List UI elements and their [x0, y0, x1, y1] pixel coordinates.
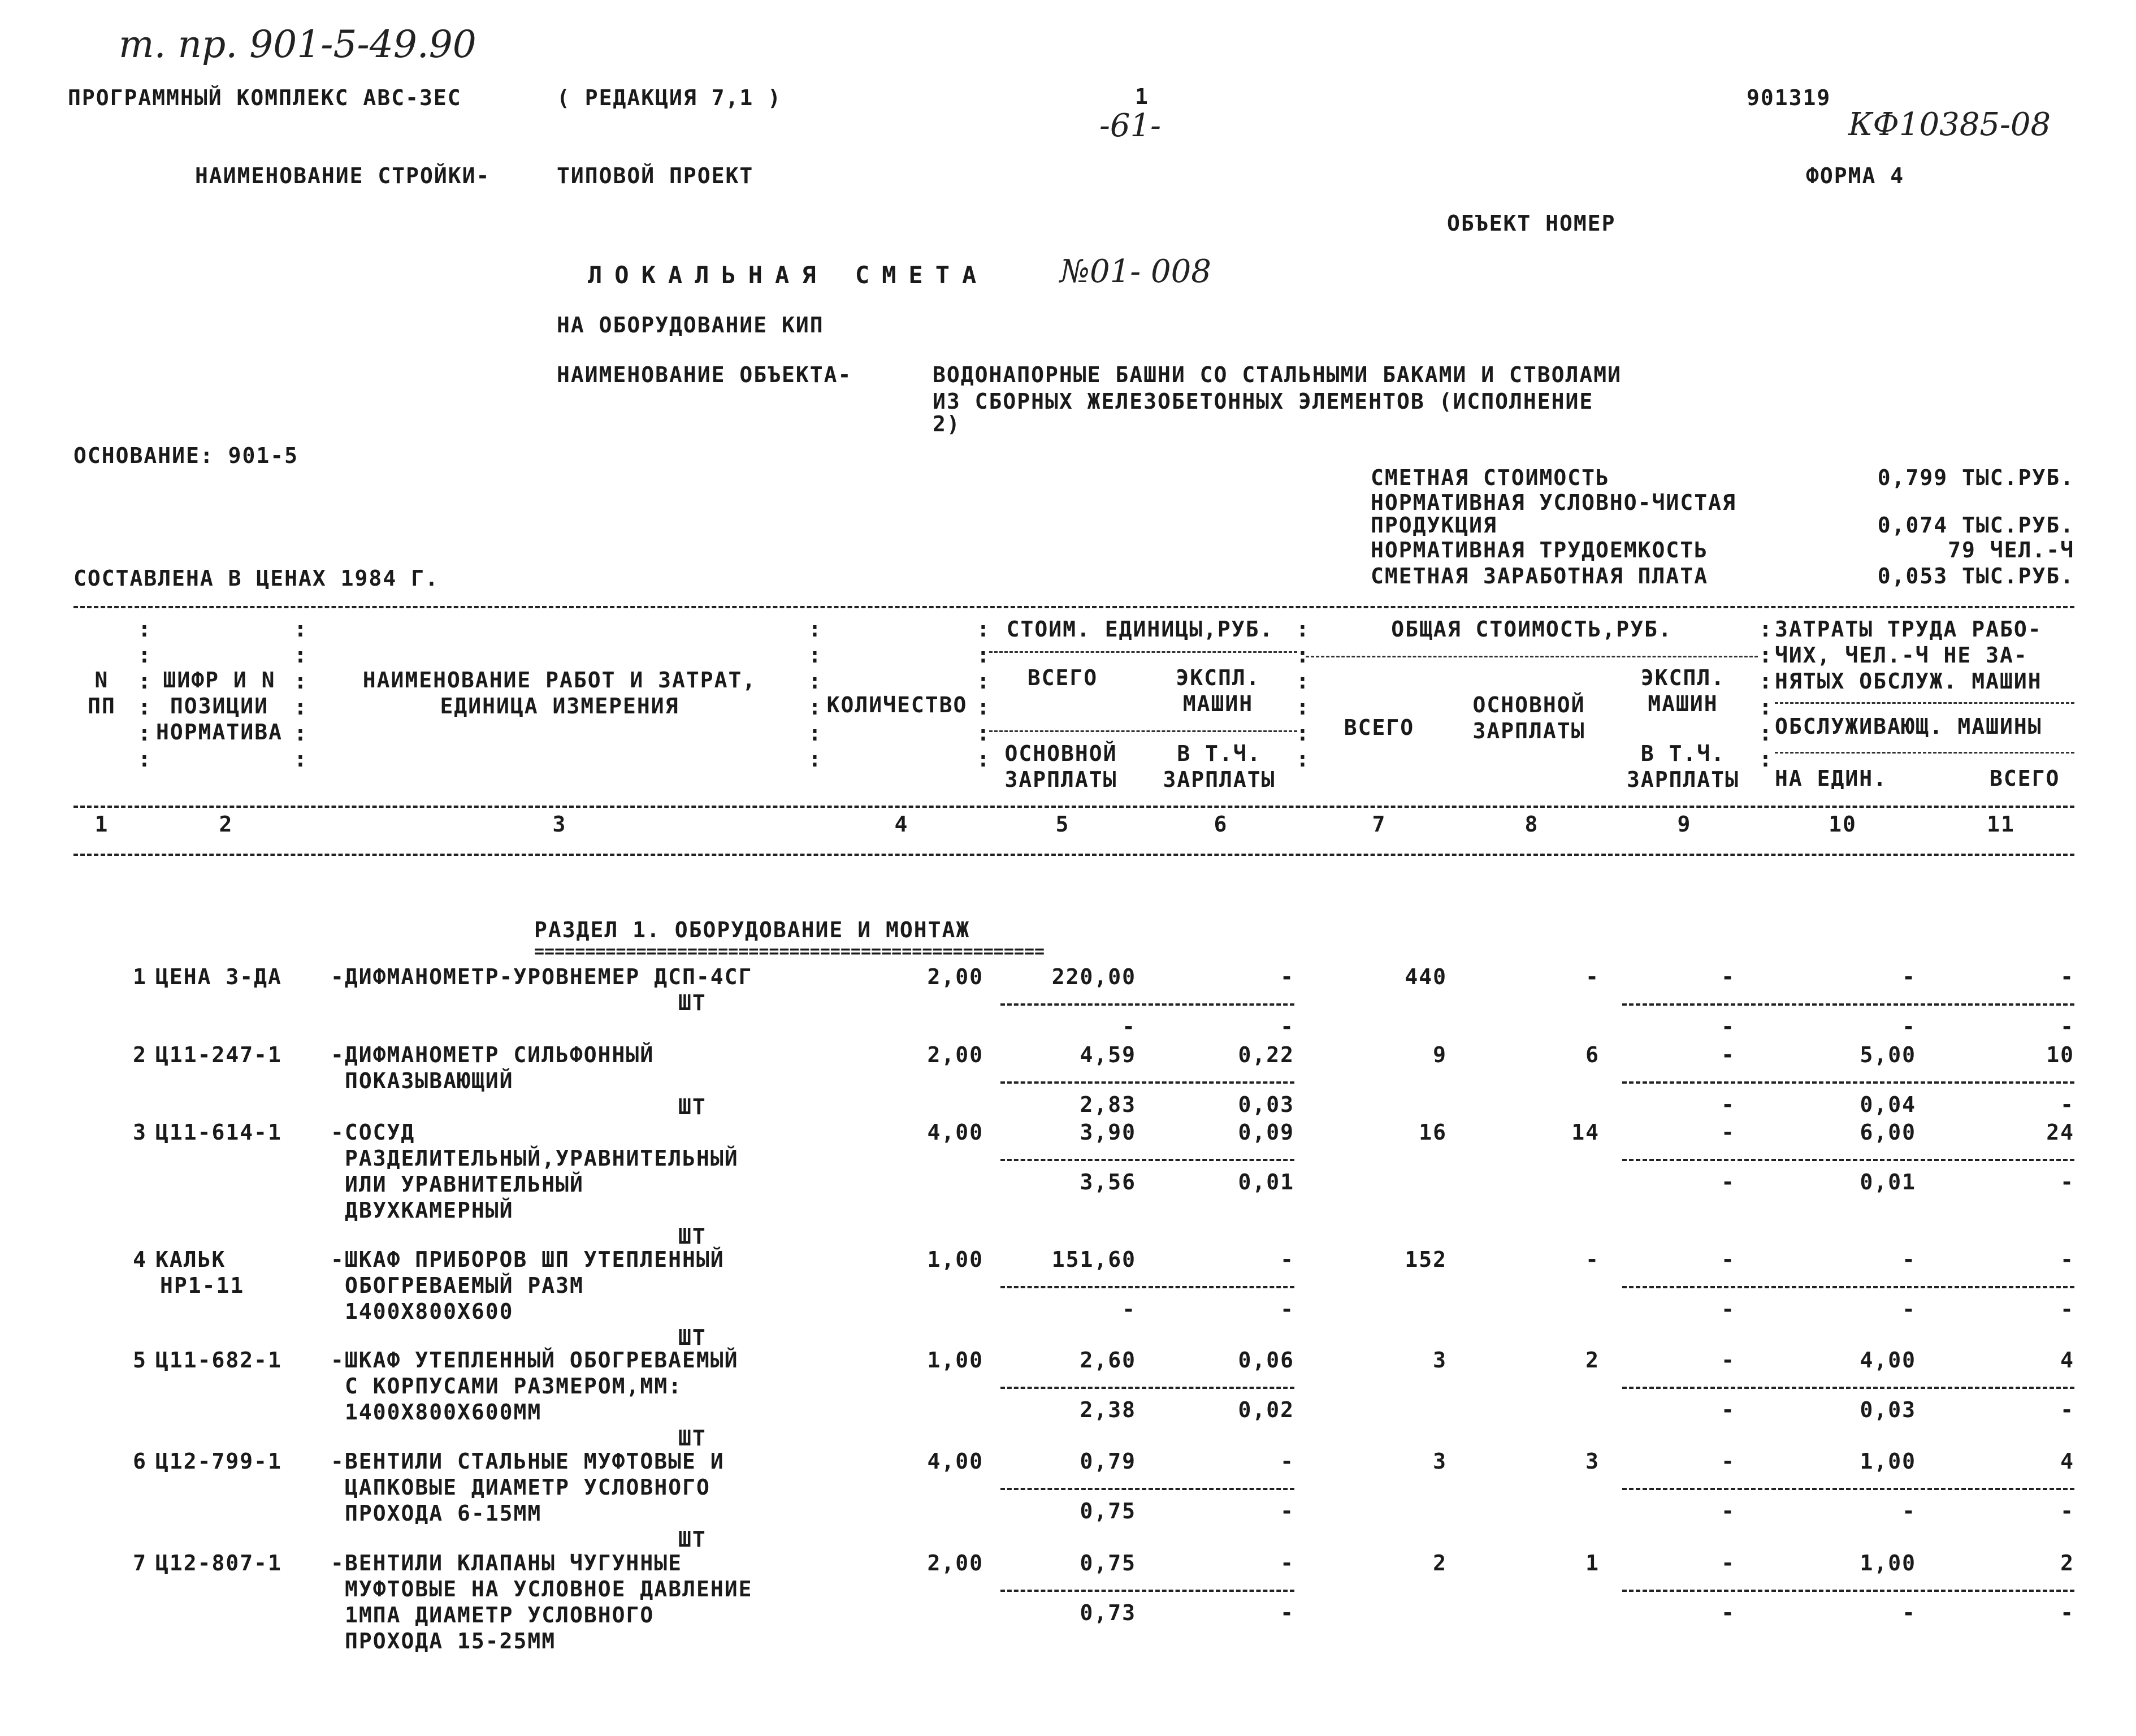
section-title: РАЗДЕЛ 1. ОБОРУДОВАНИЕ И МОНТАЖ: [534, 917, 970, 942]
cell-divider-line: [1622, 1003, 2074, 1006]
header-separator: : : : : : :: [294, 617, 307, 772]
row-labor-total: 2: [2060, 1551, 2074, 1575]
summary-value-cost: 0,799 ТЫС.РУБ.: [1877, 465, 2074, 490]
row-total: 9: [1433, 1042, 1447, 1067]
col-number: 6: [1214, 812, 1228, 837]
object-label: НАИМЕНОВАНИЕ ОБЪЕКТА-: [557, 362, 852, 387]
cell-divider-line: [1000, 1286, 1294, 1288]
row-unit: ШТ: [678, 1094, 707, 1119]
cell-divider-line: [1000, 1081, 1294, 1084]
row-unit-machines: 0,09: [1238, 1120, 1294, 1145]
row-total-machine-wage: -: [1721, 1499, 1735, 1523]
row-quantity: 2,00: [927, 1042, 983, 1067]
estimate-title: ЛОКАЛЬНАЯ СМЕТА: [588, 261, 989, 289]
row-total: 3: [1433, 1348, 1447, 1373]
row-labor-service-unit: 0,03: [1860, 1397, 1916, 1422]
row-unit-total: 151,60: [1051, 1247, 1136, 1272]
row-name: -ВЕНТИЛИ КЛАПАНЫ ЧУГУННЫЕ: [331, 1551, 682, 1575]
form-number: ФОРМА 4: [1806, 163, 1905, 188]
row-name: ПРОХОДА 15-25ММ: [345, 1629, 556, 1653]
row-total: 152: [1405, 1247, 1447, 1272]
cell-divider-line: [1622, 1387, 2074, 1389]
row-unit-machine-wage: 0,02: [1238, 1397, 1294, 1422]
row-name: -ШКАФ УТЕПЛЕННЫЙ ОБОГРЕВАЕМЫЙ: [331, 1348, 739, 1373]
col-number: 4: [894, 812, 909, 837]
row-number: 7: [133, 1551, 147, 1575]
summary-label-cost: СМЕТНАЯ СТОИМОСТЬ: [1371, 465, 1610, 490]
row-total: 16: [1419, 1120, 1447, 1145]
row-unit: ШТ: [678, 1224, 707, 1249]
row-unit-total: 2,60: [1080, 1348, 1136, 1373]
row-unit-wage: 0,75: [1080, 1499, 1136, 1523]
row-unit: ШТ: [678, 1426, 707, 1451]
col-header-unit-cost: СТОИМ. ЕДИНИЦЫ,РУБ.: [1006, 617, 1274, 642]
col-header-labor-total: ВСЕГО: [1990, 766, 2060, 791]
row-unit: ШТ: [678, 1527, 707, 1552]
row-quantity: 4,00: [927, 1449, 983, 1474]
header-sub-rule: [989, 730, 1297, 732]
row-labor-service-total: -: [2060, 1600, 2074, 1625]
summary-label-net-1: НОРМАТИВНАЯ УСЛОВНО-ЧИСТАЯ: [1371, 490, 1736, 515]
header-sub-rule: [1775, 752, 2074, 754]
row-labor-service-unit: -: [1902, 1600, 1916, 1625]
row-name: МУФТОВЫЕ НА УСЛОВНОЕ ДАВЛЕНИЕ: [345, 1577, 753, 1601]
row-number: 3: [133, 1120, 147, 1145]
handwritten-page-number: -61-: [1099, 107, 1162, 144]
col-header-number: N ПП: [88, 668, 116, 718]
col-number: 11: [1987, 812, 2015, 837]
row-quantity: 2,00: [927, 964, 983, 989]
row-labor-total: 24: [2046, 1120, 2074, 1145]
cell-divider-line: [1000, 1159, 1294, 1161]
construction-value: ТИПОВОЙ ПРОЕКТ: [557, 163, 754, 188]
row-unit-total: 220,00: [1051, 964, 1136, 989]
row-unit-wage: -: [1122, 1014, 1136, 1039]
row-code: Ц11-614-1: [155, 1120, 282, 1145]
summary-label-net-2: ПРОДУКЦИЯ: [1371, 513, 1497, 538]
row-unit: ШТ: [678, 990, 707, 1015]
col-number: 9: [1677, 812, 1692, 837]
col-number: 10: [1829, 812, 1857, 837]
row-labor-unit: 6,00: [1860, 1120, 1916, 1145]
col-header-total-wage: ОСНОВНОЙ ЗАРПЛАТЫ: [1472, 692, 1585, 743]
summary-label-wage: СМЕТНАЯ ЗАРАБОТНАЯ ПЛАТА: [1371, 564, 1709, 588]
row-unit-machine-wage: -: [1280, 1297, 1294, 1322]
row-total-machines: -: [1721, 1247, 1735, 1272]
row-name: -ДИФМАНОМЕТР СИЛЬФОННЫЙ: [331, 1042, 655, 1067]
col-header-unit-wage: ОСНОВНОЙ ЗАРПЛАТЫ: [1004, 741, 1117, 792]
row-unit-wage: 2,38: [1080, 1397, 1136, 1422]
row-code: КАЛЬК: [155, 1247, 226, 1272]
row-quantity: 1,00: [927, 1348, 983, 1373]
col-number: 1: [94, 812, 109, 837]
summary-label-labor: НОРМАТИВНАЯ ТРУДОЕМКОСТЬ: [1371, 538, 1709, 562]
row-labor-unit: 5,00: [1860, 1042, 1916, 1067]
row-total: 440: [1405, 964, 1447, 989]
row-labor-service-unit: -: [1902, 1297, 1916, 1322]
header-sub-rule: [1775, 702, 2074, 704]
col-header-unit-machines: ЭКСПЛ. МАШИН: [1176, 665, 1260, 716]
col-number: 8: [1524, 812, 1539, 837]
summary-value-wage: 0,053 ТЫС.РУБ.: [1877, 564, 2074, 588]
row-labor-service-total: -: [2060, 1170, 2074, 1194]
col-header-labor-unit: НА ЕДИН.: [1775, 766, 1888, 791]
section-underline: ==================================================: [534, 945, 1045, 959]
row-unit-total: 4,59: [1080, 1042, 1136, 1067]
header-separator: : : : : : :: [808, 617, 821, 772]
row-labor-unit: 1,00: [1860, 1449, 1916, 1474]
col-header-name: НАИМЕНОВАНИЕ РАБОТ И ЗАТРАТ, ЕДИНИЦА ИЗМЕРЕНИЯ: [362, 668, 757, 718]
row-unit: ШТ: [678, 1325, 707, 1350]
row-total-machine-wage: -: [1721, 1297, 1735, 1322]
summary-value-labor: 79 ЧЕЛ.-Ч: [1948, 538, 2074, 562]
cell-divider-line: [1000, 1590, 1294, 1592]
row-code: ЦЕНА 3-ДА: [155, 964, 282, 989]
row-labor-service-total: -: [2060, 1014, 2074, 1039]
row-total-machines: -: [1721, 1348, 1735, 1373]
construction-label: НАИМЕНОВАНИЕ СТРОЙКИ-: [195, 163, 491, 188]
row-total-machine-wage: -: [1721, 1600, 1735, 1625]
estimate-number: №01- 008: [1060, 253, 1211, 290]
col-header-total-all: ВСЕГО: [1344, 715, 1415, 740]
header-bottom-rule: [73, 854, 2074, 856]
col-number: 3: [552, 812, 567, 837]
row-name: ДВУХКАМЕРНЫЙ: [345, 1198, 514, 1223]
header-sub-rule: [1306, 656, 1758, 657]
row-total-machine-wage: -: [1721, 1092, 1735, 1117]
estimate-subject: НА ОБОРУДОВАНИЕ КИП: [557, 313, 824, 337]
col-header-code: ШИФР И N ПОЗИЦИИ НОРМАТИВА: [156, 668, 283, 744]
row-code: Ц11-247-1: [155, 1042, 282, 1067]
row-total-machine-wage: -: [1721, 1170, 1735, 1194]
cell-divider-line: [1622, 1081, 2074, 1084]
row-labor-service-total: -: [2060, 1092, 2074, 1117]
row-name: -ШКАФ ПРИБОРОВ ШП УТЕПЛЕННЫЙ: [331, 1247, 725, 1272]
header-separator: : : : : : :: [977, 617, 990, 772]
row-unit-machines: -: [1280, 1551, 1294, 1575]
row-quantity: 2,00: [927, 1551, 983, 1575]
col-header-total-machines: ЭКСПЛ. МАШИН: [1640, 665, 1726, 716]
row-total-wage: 6: [1585, 1042, 1600, 1067]
row-labor-unit: 4,00: [1860, 1348, 1916, 1373]
col-header-labor: ЗАТРАТЫ ТРУДА РАБО- ЧИХ, ЧЕЛ.-Ч НЕ ЗА- НЯТЫХ ОБСЛУЖ. МАШИН: [1775, 617, 2042, 694]
row-name: 1400Х800Х600ММ: [345, 1400, 542, 1425]
header-mid-rule: [73, 806, 2074, 808]
row-number: 4: [133, 1247, 147, 1272]
row-labor-unit: -: [1902, 1247, 1916, 1272]
row-unit-wage: 2,83: [1080, 1092, 1136, 1117]
row-name: ПОКАЗЫВАЮЩИЙ: [345, 1068, 514, 1093]
basis: ОСНОВАНИЕ: 901-5: [73, 443, 299, 468]
row-labor-service-unit: -: [1902, 1499, 1916, 1523]
cell-divider-line: [1000, 1488, 1294, 1490]
cell-divider-line: [1000, 1387, 1294, 1389]
row-unit-machines: 0,22: [1238, 1042, 1294, 1067]
row-code: Ц11-682-1: [155, 1348, 282, 1373]
object-line-2: ИЗ СБОРНЫХ ЖЕЛЕЗОБЕТОННЫХ ЭЛЕМЕНТОВ (ИСПОЛНЕНИЕ: [933, 389, 1594, 414]
row-number: 6: [133, 1449, 147, 1474]
row-code: НР1-11: [160, 1273, 245, 1298]
col-number: 7: [1372, 812, 1387, 837]
row-unit-machines: -: [1280, 964, 1294, 989]
row-unit-machine-wage: 0,03: [1238, 1092, 1294, 1117]
row-labor-service-unit: 0,01: [1860, 1170, 1916, 1194]
row-total-machines: -: [1721, 1551, 1735, 1575]
row-total: 3: [1433, 1449, 1447, 1474]
col-header-total-cost: ОБЩАЯ СТОИМОСТЬ,РУБ.: [1391, 617, 1673, 642]
row-total-wage: 14: [1571, 1120, 1600, 1145]
row-labor-service-total: -: [2060, 1397, 2074, 1422]
row-total-wage: 1: [1585, 1551, 1600, 1575]
row-total-machine-wage: -: [1721, 1014, 1735, 1039]
header-separator: : : : : : :: [1759, 617, 1772, 772]
row-name: ПРОХОДА 6-15ММ: [345, 1501, 542, 1526]
program-name: ПРОГРАММНЫЙ КОМПЛЕКС АВС-3ЕС: [68, 85, 462, 110]
stamp-number: КФ10385-08: [1848, 106, 2051, 143]
row-unit-total: 0,79: [1080, 1449, 1136, 1474]
header-separator: : : : : : :: [1296, 617, 1309, 772]
row-unit-wage: 3,56: [1080, 1170, 1136, 1194]
summary-value-net: 0,074 ТЫС.РУБ.: [1877, 513, 2074, 538]
col-header-unit-total: ВСЕГО: [1027, 665, 1098, 690]
col-header-labor-service: ОБСЛУЖИВАЮЩ. МАШИНЫ: [1775, 714, 2042, 739]
row-name: 1400Х800Х600: [345, 1299, 514, 1324]
row-labor-total: -: [2060, 964, 2074, 989]
col-header-quantity: КОЛИЧЕСТВО: [826, 692, 968, 717]
row-name: -ВЕНТИЛИ СТАЛЬНЫЕ МУФТОВЫЕ И: [331, 1449, 725, 1474]
row-number: 2: [133, 1042, 147, 1067]
row-total-machines: -: [1721, 1042, 1735, 1067]
row-labor-service-total: -: [2060, 1297, 2074, 1322]
row-unit-machine-wage: -: [1280, 1014, 1294, 1039]
header-sub-rule: [989, 651, 1297, 653]
row-unit-total: 3,90: [1080, 1120, 1136, 1145]
handwritten-project-ref: т. пр. 901-5-49.90: [119, 23, 476, 66]
row-total-machine-wage: -: [1721, 1397, 1735, 1422]
row-name: С КОРПУСАМИ РАЗМЕРОМ,ММ:: [345, 1374, 683, 1399]
page-number: 1: [1135, 84, 1149, 109]
row-labor-total: -: [2060, 1247, 2074, 1272]
row-name: РАЗДЕЛИТЕЛЬНЫЙ,УРАВНИТЕЛЬНЫЙ: [345, 1146, 739, 1171]
row-labor-service-total: -: [2060, 1499, 2074, 1523]
cell-divider-line: [1622, 1286, 2074, 1288]
col-number: 2: [219, 812, 233, 837]
row-number: 1: [133, 964, 147, 989]
row-name: -СОСУД: [331, 1120, 415, 1145]
row-name: ИЛИ УРАВНИТЕЛЬНЫЙ: [345, 1172, 584, 1197]
row-labor-unit: -: [1902, 964, 1916, 989]
row-total-machines: -: [1721, 1120, 1735, 1145]
row-labor-total: 10: [2046, 1042, 2074, 1067]
row-name: ЦАПКОВЫЕ ДИАМЕТР УСЛОВНОГО: [345, 1475, 710, 1500]
row-labor-total: 4: [2060, 1449, 2074, 1474]
row-unit-machines: 0,06: [1238, 1348, 1294, 1373]
row-total-wage: -: [1585, 964, 1600, 989]
row-unit-machine-wage: 0,01: [1238, 1170, 1294, 1194]
row-labor-service-unit: 0,04: [1860, 1092, 1916, 1117]
row-code: Ц12-807-1: [155, 1551, 282, 1575]
cell-divider-line: [1622, 1159, 2074, 1161]
col-header-total-incl-wage: В Т.Ч. ЗАРПЛАТЫ: [1626, 741, 1740, 792]
row-total: 2: [1433, 1551, 1447, 1575]
row-unit-machine-wage: -: [1280, 1600, 1294, 1625]
row-labor-service-unit: -: [1902, 1014, 1916, 1039]
row-quantity: 4,00: [927, 1120, 983, 1145]
row-total-machines: -: [1721, 964, 1735, 989]
row-total-wage: 3: [1585, 1449, 1600, 1474]
col-number: 5: [1055, 812, 1070, 837]
row-unit-machine-wage: -: [1280, 1499, 1294, 1523]
row-total-wage: 2: [1585, 1348, 1600, 1373]
row-name: ОБОГРЕВАЕМЫЙ РАЗМ: [345, 1273, 584, 1298]
row-total-wage: -: [1585, 1247, 1600, 1272]
row-code: Ц12-799-1: [155, 1449, 282, 1474]
row-unit-total: 0,75: [1080, 1551, 1136, 1575]
header-top-rule: [73, 606, 2074, 608]
document-code: 901319: [1747, 85, 1831, 110]
row-name: -ДИФМАНОМЕТР-УРОВНЕМЕР ДСП-4СГ: [331, 964, 753, 989]
cell-divider-line: [1622, 1488, 2074, 1490]
object-line-3: 2): [933, 412, 961, 436]
compiled-prices: СОСТАВЛЕНА В ЦЕНАХ 1984 Г.: [73, 566, 439, 591]
row-labor-unit: 1,00: [1860, 1551, 1916, 1575]
row-unit-machines: -: [1280, 1247, 1294, 1272]
row-labor-total: 4: [2060, 1348, 2074, 1373]
row-unit-wage: 0,73: [1080, 1600, 1136, 1625]
header-separator: : : : : : :: [138, 617, 151, 772]
row-name: 1МПА ДИАМЕТР УСЛОВНОГО: [345, 1603, 655, 1627]
col-header-unit-incl-wage: В Т.Ч. ЗАРПЛАТЫ: [1163, 741, 1276, 792]
row-quantity: 1,00: [927, 1247, 983, 1272]
object-line-1: ВОДОНАПОРНЫЕ БАШНИ СО СТАЛЬНЫМИ БАКАМИ И СТВОЛАМИ: [933, 362, 1622, 387]
row-total-machines: -: [1721, 1449, 1735, 1474]
row-unit-machines: -: [1280, 1449, 1294, 1474]
object-number-label: ОБЪЕКТ НОМЕР: [1447, 211, 1616, 236]
cell-divider-line: [1000, 1003, 1294, 1006]
cell-divider-line: [1622, 1590, 2074, 1592]
program-edition: ( РЕДАКЦИЯ 7,1 ): [557, 85, 782, 110]
row-unit-wage: -: [1122, 1297, 1136, 1322]
row-number: 5: [133, 1348, 147, 1373]
